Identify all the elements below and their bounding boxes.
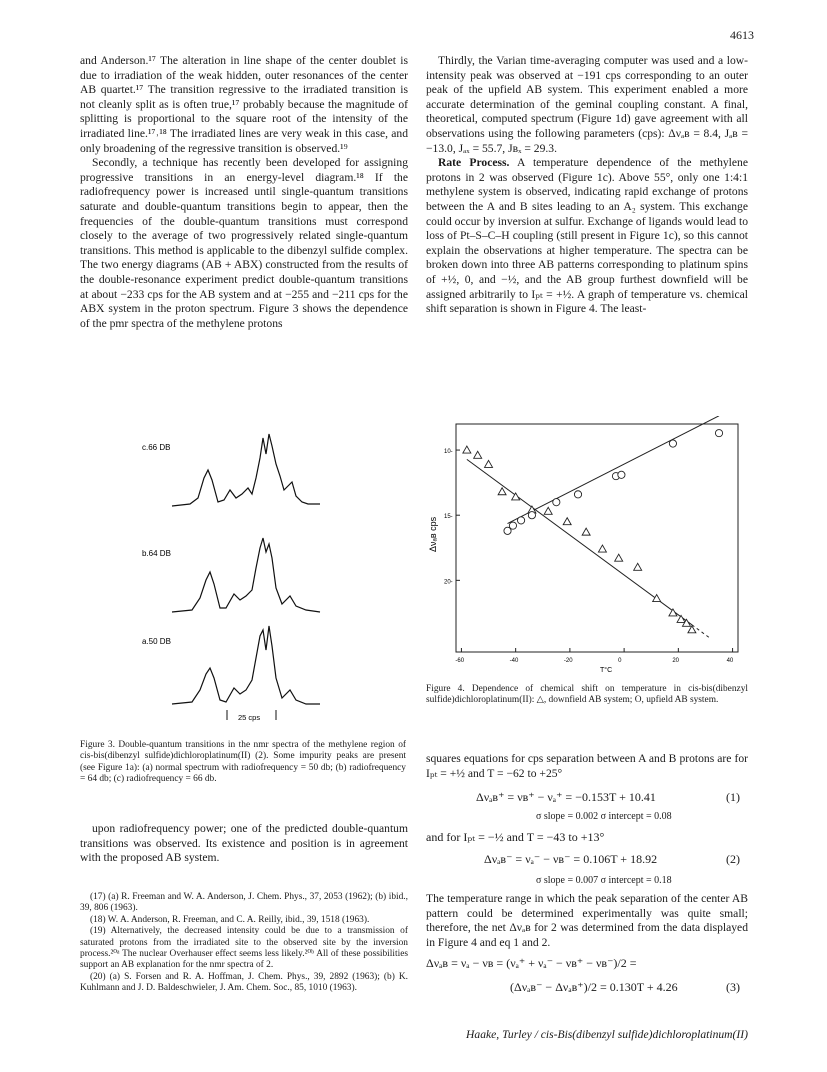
circle-point: [715, 430, 722, 437]
circle-point: [669, 440, 676, 447]
triangle-point: [474, 451, 482, 458]
y-ticks: [444, 449, 460, 585]
paragraph: and for Iₚₜ = −½ and T = −43 to +13°: [426, 830, 605, 844]
paragraph: upon radiofrequency power; one of the predicted double-quantum transitions was observed. Its existence and position is in agreement with the proposed AB system.: [80, 822, 408, 865]
y-tick-label: 10-: [444, 449, 453, 456]
x-tick-label: -60: [455, 658, 465, 664]
x-axis-label: T°C: [600, 667, 613, 674]
circle-point: [528, 512, 535, 519]
triangle-point: [485, 460, 493, 467]
figure-3-caption: Figure 3. Double-quantum transitions in the nmr spectra of the methylene region of cis-bis(dibenzyl sulfide)dichloroplatinum(II) (2). Some impurity peaks are present (see Figure 1a): (a) normal spectrum with radiofrequency = 50 db; (b) radiofrequency = 64 db; (c) radiofrequency = 66 db.: [80, 740, 406, 785]
triangle-point: [634, 563, 642, 570]
reference-18: (18) W. A. Anderson, R. Freeman, and C. A. Reilly, ibid., 39, 1518 (1963).: [90, 914, 370, 925]
equation-3b: (Δνₐʙ⁻ − Δνₐʙ⁺)/2 = 0.130T + 4.26: [510, 980, 678, 994]
paragraph: Secondly, a technique has recently been developed for assigning progressive transitions in an energy-level diagram.¹⁸ If the radiofrequency power is increased until single-quantum transitions saturate and double-quantum transitions begin to appear, then the frequencies of the double-quantum transitions must correspond closely to the average of two progressively related single-quantum transitions. This method is applicable to the dibenzyl sulfide complex. The two energy diagrams (AB + ABX) constructed from the results of the double-resonance experiment predict double-quantum transitions at about −233 cps for the AB system and at −255 and −211 cps for the ABX system in the proton spectrum. Figure 3 shows the dependence of the pmr spectra of the methylene protons: [80, 156, 408, 330]
data-points: [463, 430, 723, 633]
equation-1-sigma: σ slope = 0.002 σ intercept = 0.08: [536, 811, 672, 822]
spectrum-trace-b: [172, 538, 320, 612]
paragraph: [426, 156, 748, 317]
paragraph: and Anderson.¹⁷ The alteration in line shape of the center doublet is due to irradiation of the weak hidden, outer resonances of the center AB quartet.¹⁷ The transition regressive to the irradiated transition is not cleanly split as is often true,¹⁷ probably because the magnitude of splitting is proportional to the square root of the intensity of the irradiated line.¹⁷˒¹⁸ The irradiated lines are very weak in this case, and only broadening of the regressive transition is observed.¹⁹: [80, 54, 408, 155]
triangle-point: [544, 507, 552, 514]
scale-label: 25 cps: [238, 713, 261, 722]
right-column-bottom: [426, 752, 748, 1022]
triangle-point: [582, 528, 590, 535]
x-tick-label: 20: [672, 658, 680, 664]
reference-17: (17) (a) R. Freeman and W. A. Anderson, J. Chem. Phys., 37, 2053 (1962); (b) ibid., 39, 806 (1963).: [80, 892, 408, 914]
equation-2-number: (2): [726, 852, 740, 866]
paragraph: Thirdly, the Varian time-averaging computer was used and a low-intensity peak was observed at −191 cps corresponding to an outer peak of the upfield AB system. This experiment enabled a more accurate determination of the geminal coupling constant. A final, theoretical, computed spectrum (Figure 1d) gave agreement with all observations using the following parameters (cps): Δνₐʙ = 8.4, Jₐʙ = −13.0, Jₐₓ = 55.7, Jʙₓ = 29.3.: [426, 54, 748, 155]
section-heading: Rate Process.: [438, 156, 510, 170]
x-tick-label: 0: [618, 658, 622, 664]
figure-4-caption: Figure 4. Dependence of chemical shift on temperature in cis-bis(dibenzyl sulfide)dichloroplatinum(II): △, downfield AB system; O, upfield AB system.: [426, 684, 748, 706]
left-column-bottom: [80, 822, 408, 866]
paragraph: squares equations for cps separation between A and B protons are for Iₚₜ = +½ and T = −62 to +25°: [426, 752, 748, 780]
triangle-point: [512, 493, 520, 500]
triangle-point: [598, 545, 606, 552]
paragraph: The temperature range in which the peak separation of the center AB pattern could be determined experimentally was quite small; therefore, the net Δνₐʙ for 2 was determined from the data displayed in Figure 4 and eq 1 and 2.: [426, 892, 748, 949]
equation-3a: Δνₐʙ = νₐ − νʙ = (νₐ⁺ + νₐ⁻ − νʙ⁺ − νʙ⁻)/2 =: [426, 956, 637, 970]
y-tick-label: 20-: [444, 579, 453, 586]
y-axis-label: Δνₐʙ cps: [428, 516, 438, 552]
reference-19: (19) Alternatively, the decreased intensity could be due to a transmission of saturated protons from the irradiated site to the observed site by the inversion process.²⁰ᵃ The nuclear Overhauser effect seems less likely.²⁰ᵇ All of these possibilities support an AB explanation for the nmr spectra of 2.: [80, 926, 408, 971]
y-tick-label: 15-: [444, 514, 453, 521]
equation-1-number: (1): [726, 790, 740, 804]
figure-3-spectra: [120, 418, 410, 728]
spectrum-trace-a: [172, 626, 320, 704]
triangle-point: [653, 595, 661, 602]
triangle-point: [563, 518, 571, 525]
plot-frame: [456, 424, 738, 652]
references: [80, 892, 408, 995]
x-ticks: [455, 648, 733, 664]
equation-3-number: (3): [726, 980, 740, 994]
circle-point: [574, 491, 581, 498]
x-tick-label: -20: [563, 658, 573, 664]
spectrum-label-a: a.50 DB: [142, 637, 171, 646]
circle-point: [553, 499, 560, 506]
spectrum-label-b: b.64 DB: [142, 549, 171, 558]
figure-4-chart: [428, 416, 748, 674]
x-tick-label: 40: [726, 658, 734, 664]
reference-20: (20) (a) S. Forsen and R. A. Hoffman, J. Chem. Phys., 39, 2892 (1963); (b) K. Kuhlmann and J. D. Baldeschwieler, J. Am. Chem. Soc., 85, 1010 (1963).: [80, 971, 408, 994]
circle-point: [618, 471, 625, 478]
triangle-point: [498, 488, 506, 495]
equation-1: Δνₐʙ⁺ = νʙ⁺ − νₐ⁺ = −0.153T + 10.41: [476, 790, 656, 804]
fit-line-2: [508, 416, 720, 524]
equation-2-sigma: σ slope = 0.007 σ intercept = 0.18: [536, 875, 672, 886]
page-number: 4613: [730, 28, 754, 42]
equation-2: Δνₐʙ⁻ = νₐ⁻ − νʙ⁻ = 0.106T + 18.92: [484, 852, 658, 866]
fit-lines: [467, 416, 719, 639]
left-column-top: [80, 54, 408, 331]
spectrum-trace-c: [172, 434, 320, 506]
circle-point: [517, 517, 524, 524]
paragraph-text: A temperature dependence of the methylene protons in 2 was observed (Figure 1c). Above 55°, only one 1:4:1 methylene system is observed, indicating rapid exchange of protons between the A and B sites leading to an A₂ system. This exchange could occur by inversion at sulfur. Exchange of ligands would lead to loss of Pt–S–C–H coupling (still present in Figure 1c), so this cannot explain the observations at higher temperature. The spectra can be broken down into three AB patterns corresponding to platinum spins of +½, 0, and −½, and the AB group furthest downfield will be assigned arbitrarily to Iₚₜ = +½. A graph of temperature vs. chemical shift separation is shown in Figure 4. The least-: [426, 156, 748, 316]
right-column-top: [426, 54, 748, 317]
running-footer: Haake, Turley / cis-Bis(dibenzyl sulfide)dichloroplatinum(II): [466, 1028, 748, 1041]
circle-point: [509, 522, 516, 529]
triangle-point: [688, 626, 696, 633]
triangle-point: [615, 554, 623, 561]
x-tick-label: -40: [509, 658, 519, 664]
triangle-point: [463, 446, 471, 453]
spectrum-label-c: c.66 DB: [142, 443, 171, 452]
